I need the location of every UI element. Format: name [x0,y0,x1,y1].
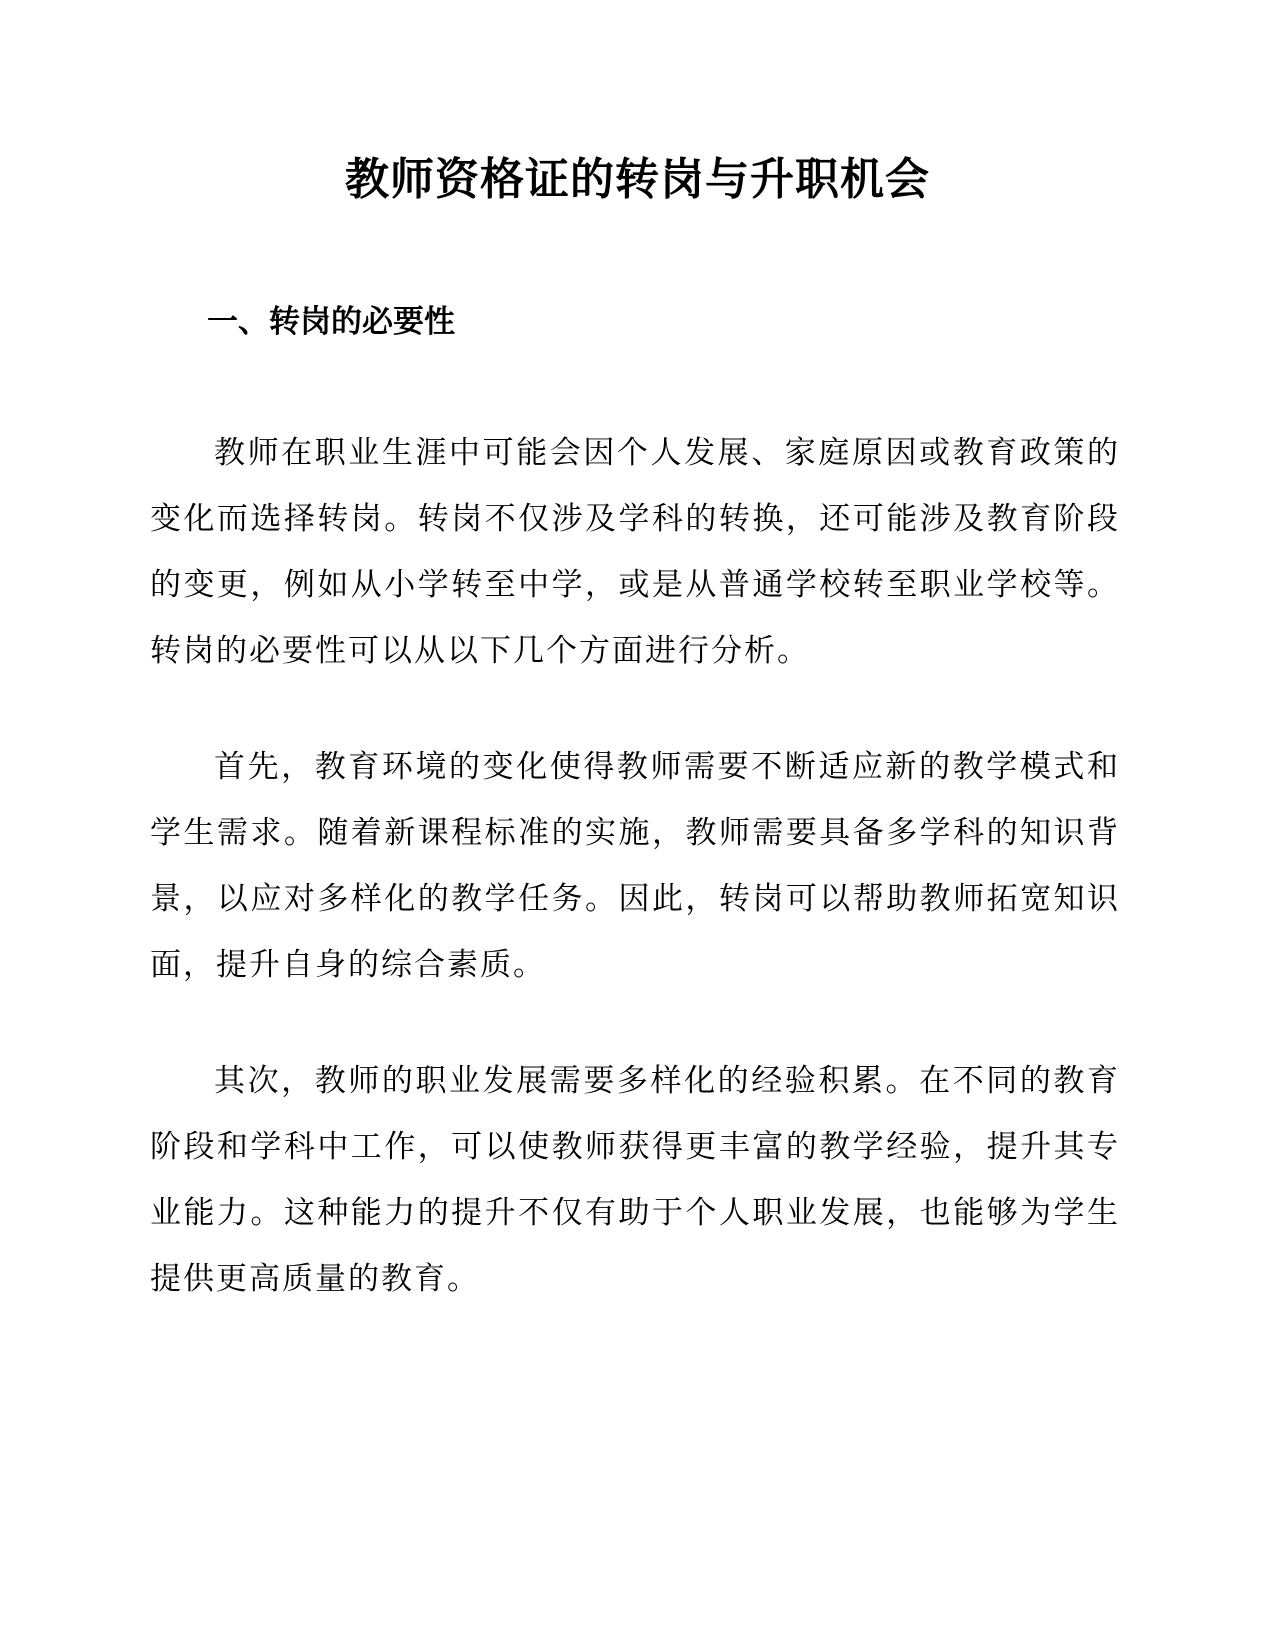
page-title: 教师资格证的转岗与升职机会 [345,154,930,205]
paragraph: 教师在职业生涯中可能会因个人发展、家庭原因或教育政策的变化而选择转岗。转岗不仅涉及学科的转换，还可能涉及教育阶段的变更，例如从小学转至中学，或是从普通学校转至职业学校等。转岗的必要性可以从以下几个方面进行分析。 [150,435,1120,669]
paragraph: 首先，教育环境的变化使得教师需要不断适应新的教学模式和学生需求。随着新课程标准的实施，教师需要具备多学科的知识背景，以应对多样化的教学任务。因此，转岗可以帮助教师拓宽知识面，提升自身的综合素质。 [150,749,1120,983]
section-heading: 一、转岗的必要性 [207,304,455,340]
paragraph: 其次，教师的职业发展需要多样化的经验积累。在不同的教育阶段和学科中工作，可以使教师获得更丰富的教学经验，提升其专业能力。这种能力的提升不仅有助于个人职业发展，也能够为学生提供更高质量的教育。 [150,1063,1120,1297]
